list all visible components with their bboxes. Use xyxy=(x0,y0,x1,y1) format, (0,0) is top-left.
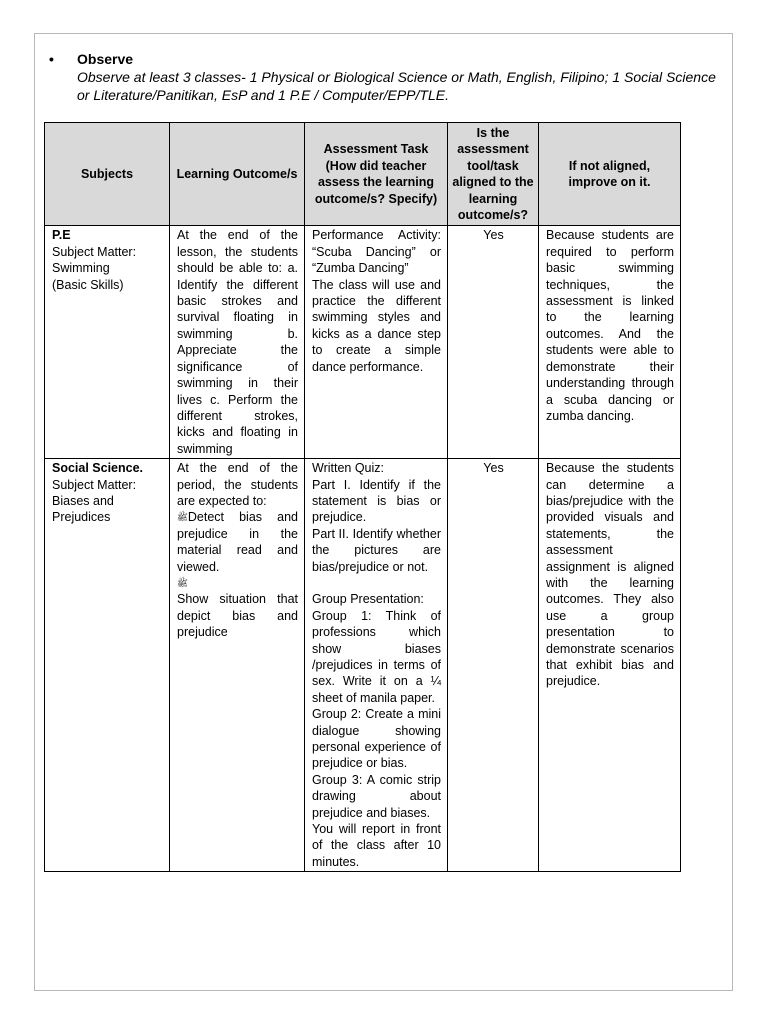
document-page xyxy=(34,33,733,991)
table-header-row xyxy=(45,123,681,226)
outcome-line xyxy=(177,509,298,575)
bullet-icon: • xyxy=(49,51,54,67)
subject-line: Biases and xyxy=(52,493,114,508)
header-aligned: Is the assessment tool/task aligned to the learning outcome/s? xyxy=(448,123,539,226)
outcome-line: At the end of the period, the students are expected to: xyxy=(177,461,298,508)
task-line: Group 1: Think of professions which show biases /prejudices in terms of sex. Write it on a ¼ sheet of manila paper. xyxy=(312,608,441,705)
task-line: Group Presentation: xyxy=(312,592,424,607)
subject-line: Swimming xyxy=(52,261,110,276)
task-cell xyxy=(305,459,448,872)
bullet-glyph-icon: ﷺ xyxy=(177,512,188,523)
task-line: Performance Activity: “Scuba Dancing” or “Zumba Dancing” xyxy=(312,228,441,276)
task-line: Written Quiz: xyxy=(312,461,385,476)
aligned-cell: Yes xyxy=(448,459,539,872)
header-subjects: Subjects xyxy=(45,123,170,226)
subject-line: (Basic Skills) xyxy=(52,277,124,292)
task-line: Group 2: Create a mini dialogue showing personal experience of prejudice or bias. xyxy=(312,707,441,771)
task-line: Group 3: A comic strip drawing about prejudice and biases. xyxy=(312,772,441,820)
outcome-line: Show situation that depict bias and prejudice xyxy=(177,592,298,640)
outcome-text: Detect bias and prejudice in the material read and viewed. xyxy=(177,510,298,574)
header-assessment-task xyxy=(305,123,448,226)
task-cell xyxy=(305,226,448,459)
subject-line: Subject Matter: xyxy=(52,477,137,492)
header-learning-outcomes: Learning Outcome/s xyxy=(170,123,305,226)
header-task-title: Assessment Task xyxy=(323,142,429,157)
instruction-text: Observe at least 3 classes- 1 Physical or Biological Science or Math, English, Filipino; 1 Social Science or Literature/Panitikan, EsP and 1 P.E / Computer/EPP/TLE. xyxy=(77,69,716,103)
task-line: You will report in front of the class after 10 minutes. xyxy=(312,822,441,869)
task-line: Part II. Identify whether the pictures are bias/prejudice or not. xyxy=(312,526,441,574)
subject-line: Subject Matter: xyxy=(52,244,137,259)
task-line: The class will use and practice the different swimming styles and kicks as a dance step to create a simple dance performance. xyxy=(312,277,441,374)
table-row xyxy=(45,226,681,459)
task-line: Part I. Identify if the statement is bias or prejudice. xyxy=(312,477,441,525)
subject-title: P.E xyxy=(52,228,71,243)
header-task-subtitle: (How did teacher assess the learning outcome/s? Specify) xyxy=(314,158,438,206)
aligned-cell: Yes xyxy=(448,226,539,459)
subject-title: Social Science. xyxy=(52,461,144,476)
improve-cell: Because the students can determine a bias/prejudice with the provided visuals and statements, the assessment assignment is aligned with the learning outcomes. They also use a group presentation to demonstrate scenarios that exhibit bias and prejudice. xyxy=(539,459,681,872)
spacer xyxy=(312,575,441,591)
subject-cell xyxy=(45,226,170,459)
header-improve: If not aligned, improve on it. xyxy=(539,123,681,226)
bullet-glyph-icon: ﷺ xyxy=(177,577,188,588)
improve-cell: Because students are required to perform basic swimming techniques, the assessment is linked to the learning outcomes. And the students were able to demonstrate their understanding through a scuba dancing or zumba dancing. xyxy=(539,226,681,459)
outcome-cell xyxy=(170,459,305,872)
section-heading: Observe xyxy=(77,51,134,67)
subject-line: Prejudices xyxy=(52,510,111,525)
table-row xyxy=(45,459,681,872)
observation-table xyxy=(44,122,681,872)
subject-cell xyxy=(45,459,170,872)
outcome-cell: At the end of the lesson, the students should be able to: a. Identify the different basic strokes and survival floating in swimming b. Appreciate the significance of swimming in their lives c. Perform the different strokes, kicks and floating in swimming xyxy=(170,226,305,459)
